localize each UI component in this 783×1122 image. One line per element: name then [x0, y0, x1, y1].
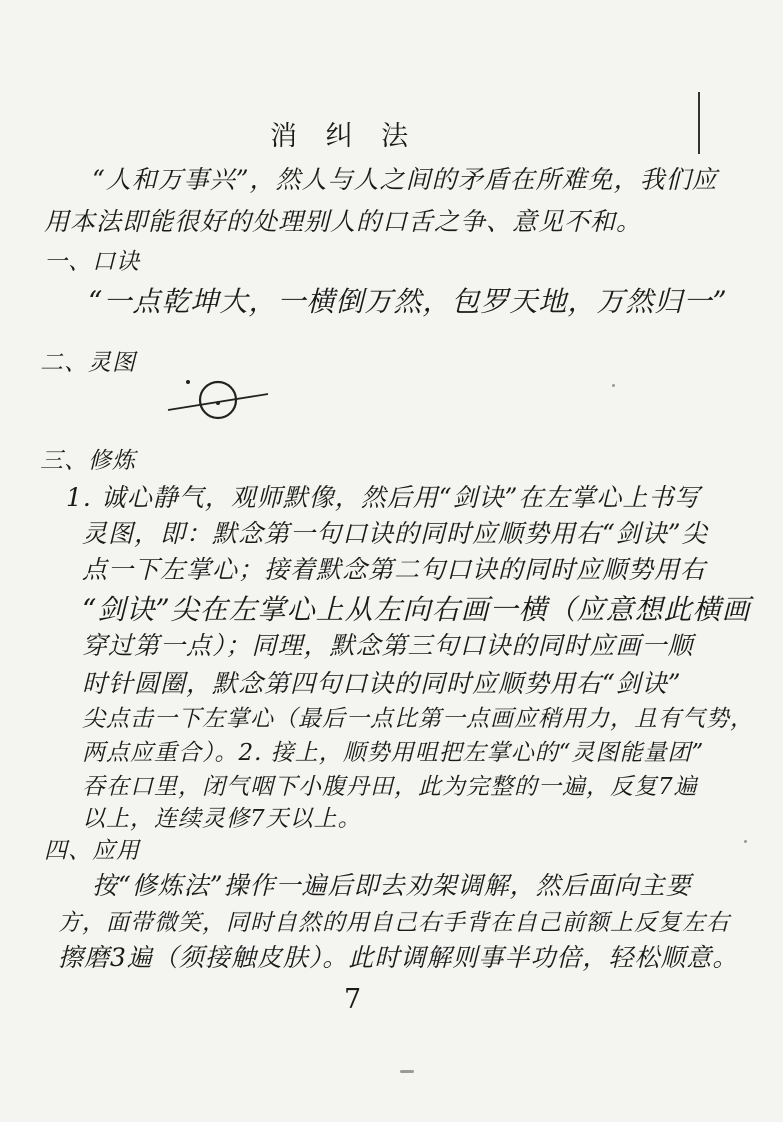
xiulian-line-1: 1. 诚心静气，观师默像，然后用“剑诀”在左掌心上书写 [66, 483, 701, 512]
xiulian-line-7: 尖点击一下左掌心（最后一点比第一点画应稍用力，且有气势， [82, 706, 754, 732]
intro-line-2: 用本法即能很好的处理别人的口舌之争、意见不和。 [44, 207, 643, 236]
koujue-text: “一点乾坤大，一横倒万然，包罗天地，万然归一” [88, 285, 728, 318]
scan-speck [612, 384, 615, 387]
xiulian-line-4: “剑诀”尖在左掌心上从左向右画一横（应意想此横画 [82, 593, 751, 626]
xiulian-line-5: 穿过第一点）；同理，默念第三句口诀的同时应画一顺 [82, 631, 694, 660]
xiulian-line-10: 以上，连续灵修7天以上。 [82, 806, 362, 832]
scan-speck [744, 840, 747, 843]
section-heading-koujue: 一、口诀 [44, 249, 140, 275]
lingtu-dot-center [216, 401, 220, 405]
section-heading-yingyong: 四、应用 [44, 838, 140, 864]
xiulian-line-2: 灵图，即：默念第一句口诀的同时应顺势用右“剑诀”尖 [82, 519, 708, 548]
section-heading-xiulian: 三、修炼 [40, 448, 136, 474]
xiulian-line-6: 时针圆圈，默念第四句口诀的同时应顺势用右“剑诀” [82, 669, 682, 698]
intro-line-1: “人和万事兴”，然人与人之间的矛盾在所难免，我们应 [92, 165, 718, 194]
xiulian-line-3: 点一下左掌心；接着默念第二句口诀的同时应顺势用右 [82, 555, 707, 584]
scan-edge-mark [698, 92, 700, 154]
yingyong-line-1: 按“修炼法”操作一遍后即去劝架调解，然后面向主要 [92, 871, 692, 900]
section-heading-lingtu: 二、灵图 [40, 350, 136, 376]
yingyong-line-3: 擦磨3遍（须接触皮肤）。此时调解则事半功倍，轻松顺意。 [58, 943, 739, 972]
lingtu-dot-top [186, 380, 190, 384]
xiulian-line-9: 吞在口里，闭气咽下小腹丹田，此为完整的一遍，反复7遍 [82, 774, 698, 800]
xiulian-line-8: 两点应重合）。2. 接上，顺势用咀把左掌心的“灵图能量团” [82, 740, 705, 766]
page-title: 消 纠 法 [270, 121, 419, 152]
page-number: 7 [344, 984, 362, 1015]
yingyong-line-2: 方，面带微笑，同时自然的用自己右手背在自己前额上反复左右 [58, 910, 730, 936]
lingtu-diagram [160, 370, 280, 430]
scan-speck [400, 1070, 414, 1073]
